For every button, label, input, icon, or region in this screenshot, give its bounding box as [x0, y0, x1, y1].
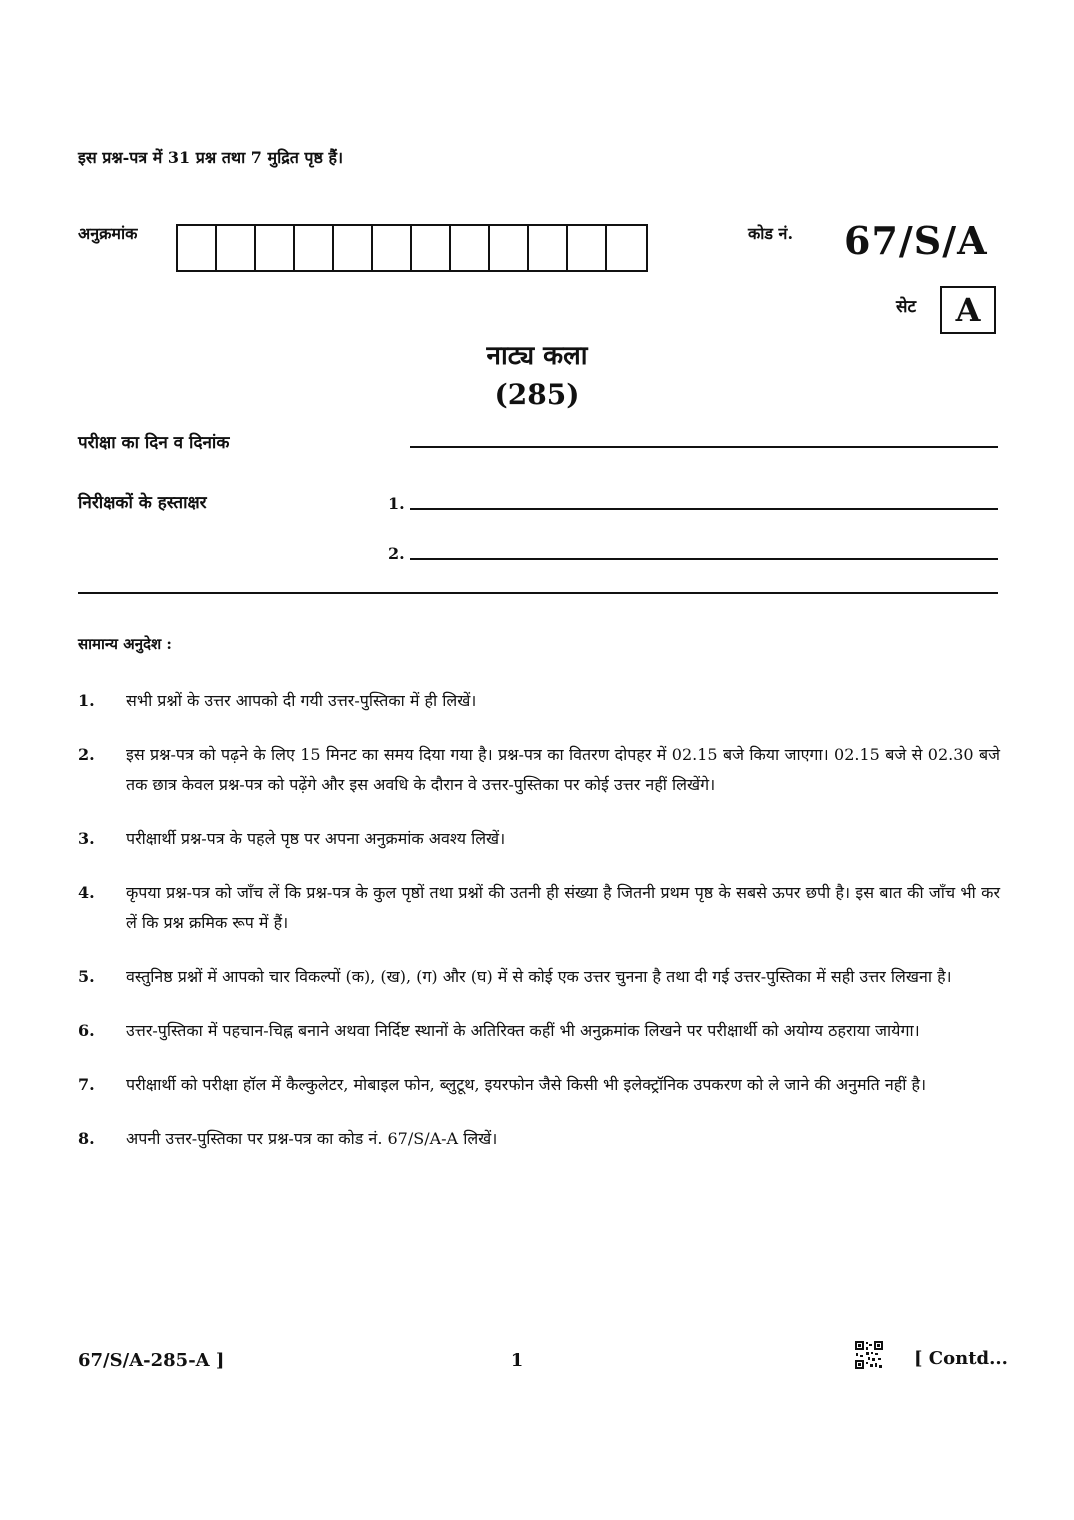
- roll-number-boxes[interactable]: [176, 224, 648, 272]
- instructions-list: [78, 686, 1000, 1178]
- signature-2-number: 2.: [388, 544, 405, 563]
- instruction-item: [78, 962, 1000, 992]
- instruction-text: सभी प्रश्नों के उत्तर आपको दी गयी उत्तर-पुस्तिका में ही लिखें।: [126, 691, 477, 710]
- instruction-text: परीक्षार्थी प्रश्न-पत्र के पहले पृष्ठ पर अपना अनुक्रमांक अवश्य लिखें।: [126, 829, 506, 848]
- footer-paper-code: 67/S/A-285-A ]: [78, 1350, 225, 1371]
- subject-code: (285): [494, 378, 580, 411]
- instruction-number: 1.: [78, 691, 95, 710]
- exam-date-label: परीक्षा का दिन व दिनांक: [78, 433, 230, 453]
- subject-title: नाट्य कला: [486, 341, 588, 371]
- instruction-text: उत्तर-पुस्तिका में पहचान-चिह्न बनाने अथवा निर्दिष्ट स्थानों के अतिरिक्त कहीं भी अनुक्रमांक लिखने पर परीक्षार्थी को अयोग्य ठहराया जायेगा।: [126, 1021, 920, 1040]
- signature-1-line[interactable]: [410, 508, 998, 510]
- section-divider: [78, 592, 998, 594]
- instruction-number: 7.: [78, 1075, 95, 1094]
- qr-code-icon: [854, 1340, 884, 1370]
- roll-number-box[interactable]: [256, 226, 295, 270]
- instruction-text: अपनी उत्तर-पुस्तिका पर प्रश्न-पत्र का कोड नं. 67/S/A-A लिखें।: [126, 1129, 498, 1148]
- roll-number-label: अनुक्रमांक: [78, 224, 138, 243]
- continued-label: [ Contd...: [914, 1348, 1008, 1369]
- instruction-item: [78, 1124, 1000, 1154]
- instruction-item: [78, 824, 1000, 854]
- instruction-number: 2.: [78, 745, 95, 764]
- roll-number-box[interactable]: [568, 226, 607, 270]
- instruction-number: 3.: [78, 829, 95, 848]
- code-label: कोड नं.: [748, 224, 794, 243]
- roll-number-box[interactable]: [178, 226, 217, 270]
- instruction-text: इस प्रश्न-पत्र को पढ़ने के लिए 15 मिनट का समय दिया गया है। प्रश्न-पत्र का वितरण दोपहर में 02.15 बजे किया जाएगा। 02.15 बजे से 02.30 बजे तक छात्र केवल प्रश्न-पत्र को पढ़ेंगे और इस अवधि के दौरान वे उत्तर-पुस्तिका पर कोई उत्तर नहीं लिखेंगे।: [126, 745, 1000, 794]
- page-number: 1: [510, 1350, 524, 1371]
- instruction-number: 6.: [78, 1021, 95, 1040]
- roll-number-box[interactable]: [217, 226, 256, 270]
- instruction-item: [78, 1070, 1000, 1100]
- roll-number-box[interactable]: [295, 226, 334, 270]
- roll-number-box[interactable]: [529, 226, 568, 270]
- invigilator-signature-label: निरीक्षकों के हस्ताक्षर: [78, 493, 207, 513]
- signature-1-number: 1.: [388, 494, 405, 513]
- set-label: सेट: [896, 297, 917, 317]
- instructions-heading: सामान्य अनुदेश :: [78, 635, 172, 653]
- roll-number-box[interactable]: [412, 226, 451, 270]
- instruction-item: [78, 1016, 1000, 1046]
- code-value: 67/S/A: [844, 218, 988, 263]
- roll-number-box[interactable]: [334, 226, 373, 270]
- instruction-text: वस्तुनिष्ठ प्रश्नों में आपको चार विकल्पों (क), (ख), (ग) और (घ) में से कोई एक उत्तर चुनना है तथा दी गई उत्तर-पुस्तिका में सही उत्तर लिखना है।: [126, 967, 952, 986]
- instruction-number: 5.: [78, 967, 95, 986]
- signature-2-line[interactable]: [410, 558, 998, 560]
- instruction-number: 8.: [78, 1129, 95, 1148]
- instruction-item: [78, 878, 1000, 938]
- instruction-item: [78, 740, 1000, 800]
- instruction-number: 4.: [78, 883, 95, 902]
- instruction-text: परीक्षार्थी को परीक्षा हॉल में कैल्कुलेटर, मोबाइल फोन, ब्लुटूथ, इयरफोन जैसे किसी भी इलेक्ट्रॉनिक उपकरण को ले जाने की अनुमति नहीं है।: [126, 1075, 927, 1094]
- printed-pages-note: इस प्रश्न-पत्र में 31 प्रश्न तथा 7 मुद्रित पृष्ठ हैं।: [78, 148, 344, 167]
- roll-number-box[interactable]: [490, 226, 529, 270]
- instruction-text: कृपया प्रश्न-पत्र को जाँच लें कि प्रश्न-पत्र के कुल पृष्ठों तथा प्रश्नों की उतनी ही संख्या है जितनी प्रथम पृष्ठ के सबसे ऊपर छपी है। इस बात की जाँच भी कर लें कि प्रश्न क्रमिक रूप में हैं।: [126, 883, 1000, 932]
- roll-number-box[interactable]: [373, 226, 412, 270]
- instruction-item: [78, 686, 1000, 716]
- roll-number-box[interactable]: [451, 226, 490, 270]
- roll-number-box[interactable]: [607, 226, 646, 270]
- set-value-box: A: [940, 286, 996, 334]
- exam-date-line[interactable]: [410, 446, 998, 448]
